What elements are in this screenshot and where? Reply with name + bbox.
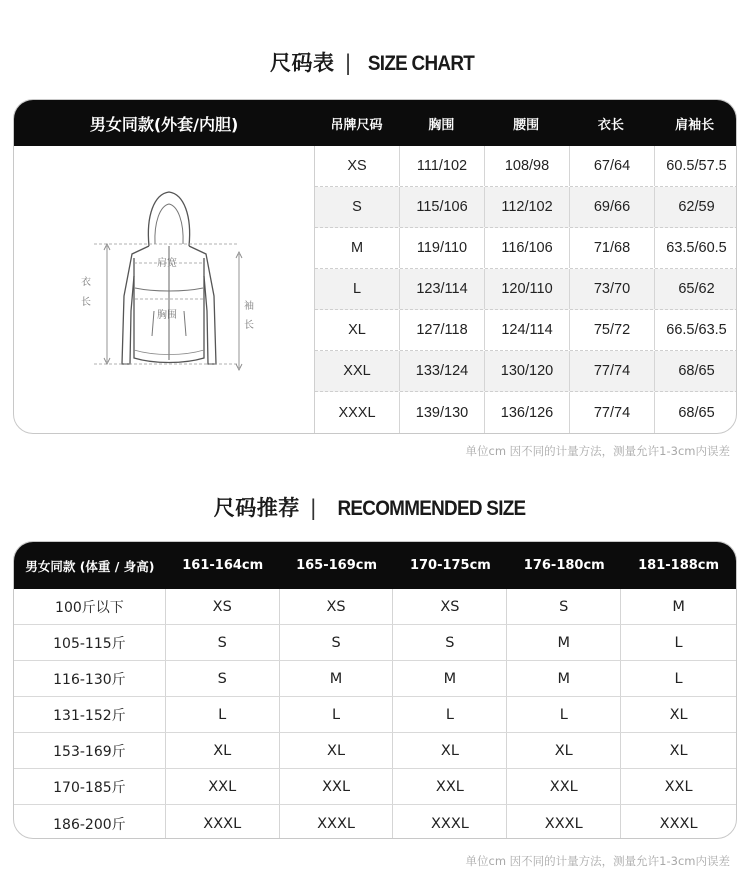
recommended-size-table [13,541,737,839]
chest-cell: 111/102 [400,146,485,186]
chest-cell: 139/130 [400,392,485,434]
recommended-body [14,589,736,839]
header-height-range: 181-188cm [638,558,720,573]
size-chart-body [315,146,737,434]
size-cell: XL [280,733,394,768]
tag-size-cell: S [315,187,400,227]
length-cell: 77/74 [570,351,655,391]
title-separator: | [309,496,318,520]
jacket-diagram [14,146,314,434]
size-cell: XS [280,589,394,624]
size-chart-title-cn: 尺码表 [269,51,335,75]
shoulder-sleeve-cell: 65/62 [678,281,715,297]
shoulder-sleeve-cell: 62/59 [678,199,715,215]
weight-cell: 186-200斤 [14,805,166,839]
size-chart-table [13,99,737,434]
waist-cell: 130/120 [485,351,570,391]
label-sleeve-2: 长 [244,320,254,331]
recommended-title-cn: 尺码推荐 [213,496,300,520]
waist-cell: 124/114 [485,310,570,350]
table-row [315,310,737,351]
length-cell: 67/64 [570,146,655,186]
size-cell: XXXL [507,805,621,839]
weight-cell: 100斤以下 [14,589,166,624]
size-cell: XL [669,706,688,723]
waist-cell: 120/110 [485,269,570,309]
length-cell: 75/72 [570,310,655,350]
tag-size-cell: XS [315,146,400,186]
shoulder-sleeve-cell: 68/65 [678,405,715,421]
size-cell: M [672,598,685,615]
size-cell: XL [166,733,280,768]
table-row [315,351,737,392]
recommended-title-en: RECOMMENDED SIZE [337,497,526,520]
waist-cell: 136/126 [485,392,570,434]
table-row [14,661,736,697]
size-cell: L [166,697,280,732]
header-height-range: 176-180cm [523,558,605,573]
tag-size-cell: M [315,228,400,268]
size-cell: L [674,670,683,687]
recommended-note: 单位cm 因不同的计量方法，测量允许1-3cm内误差 [465,854,730,868]
header-height-range: 170-175cm [409,558,491,573]
size-chart-title-en: SIZE CHART [367,52,475,75]
table-row [315,146,737,187]
size-cell: XXL [280,769,394,804]
header-length: 衣长 [597,117,624,133]
size-cell: XL [507,733,621,768]
label-length-2: 长 [81,297,91,308]
table-row [14,697,736,733]
header-weight-height: 男女同款 (体重 / 身高) [25,558,155,574]
size-cell: S [166,625,280,660]
size-cell: L [280,697,394,732]
size-cell: XXXL [659,815,698,832]
size-cell: XS [166,589,280,624]
header-chest: 胸围 [428,117,455,133]
table-row [14,733,736,769]
label-chest: 胸围 [157,310,177,321]
shoulder-sleeve-cell: 63.5/60.5 [666,240,727,256]
size-cell: S [393,625,507,660]
tag-size-cell: XL [315,310,400,350]
size-chart-note: 单位cm 因不同的计量方法，测量允许1-3cm内误差 [465,444,730,458]
chest-cell: 115/106 [400,187,485,227]
chest-cell: 123/114 [400,269,485,309]
size-cell: XS [393,589,507,624]
title-separator: | [344,51,353,75]
header-style: 男女同款(外套/内胆) [89,114,239,134]
size-cell: M [507,661,621,696]
weight-cell: 116-130斤 [14,661,166,696]
table-row [14,625,736,661]
weight-cell: 105-115斤 [14,625,166,660]
header-shoulder-sleeve: 肩袖长 [675,117,715,133]
waist-cell: 108/98 [485,146,570,186]
size-chart-title [0,47,750,77]
size-cell: XXL [507,769,621,804]
weight-cell: 153-169斤 [14,733,166,768]
size-cell: XXXL [280,805,394,839]
chest-cell: 127/118 [400,310,485,350]
tag-size-cell: XXXL [315,392,400,434]
size-cell: XL [669,742,688,759]
chest-cell: 119/110 [400,228,485,268]
waist-cell: 116/106 [485,228,570,268]
size-cell: XXXL [393,805,507,839]
header-waist: 腰围 [513,117,540,133]
table-row [14,769,736,805]
shoulder-sleeve-cell: 68/65 [678,363,715,379]
size-cell: L [507,697,621,732]
table-row [14,589,736,625]
length-cell: 71/68 [570,228,655,268]
size-cell: S [166,661,280,696]
size-cell: XXXL [166,805,280,839]
size-cell: M [507,625,621,660]
table-row [14,805,736,839]
tag-size-cell: XXL [315,351,400,391]
chest-cell: 133/124 [400,351,485,391]
length-cell: 77/74 [570,392,655,434]
recommended-header [14,542,736,589]
size-cell: XXL [664,778,693,795]
table-row [315,392,737,434]
size-chart-header [14,100,736,146]
shoulder-sleeve-cell: 60.5/57.5 [666,158,727,174]
header-height-range: 165-169cm [296,558,378,573]
table-row [315,269,737,310]
length-cell: 69/66 [570,187,655,227]
shoulder-sleeve-cell: 66.5/63.5 [666,322,727,338]
header-tag-size: 吊牌尺码 [330,117,383,133]
weight-cell: 170-185斤 [14,769,166,804]
header-height-range: 161-164cm [182,558,264,573]
length-cell: 73/70 [570,269,655,309]
size-cell: M [280,661,394,696]
table-row [315,228,737,269]
size-cell: S [280,625,394,660]
size-cell: L [674,634,683,651]
size-cell: XXL [393,769,507,804]
label-sleeve-1: 袖 [244,301,254,312]
waist-cell: 112/102 [485,187,570,227]
label-length-1: 衣 [81,277,91,288]
size-cell: S [507,589,621,624]
weight-cell: 131-152斤 [14,697,166,732]
size-cell: XL [393,733,507,768]
jacket-illustration [14,146,315,434]
label-shoulder: 肩宽 [157,258,177,269]
size-cell: M [393,661,507,696]
size-cell: XXL [166,769,280,804]
size-cell: L [393,697,507,732]
table-row [315,187,737,228]
recommended-size-title [0,492,750,522]
tag-size-cell: L [315,269,400,309]
